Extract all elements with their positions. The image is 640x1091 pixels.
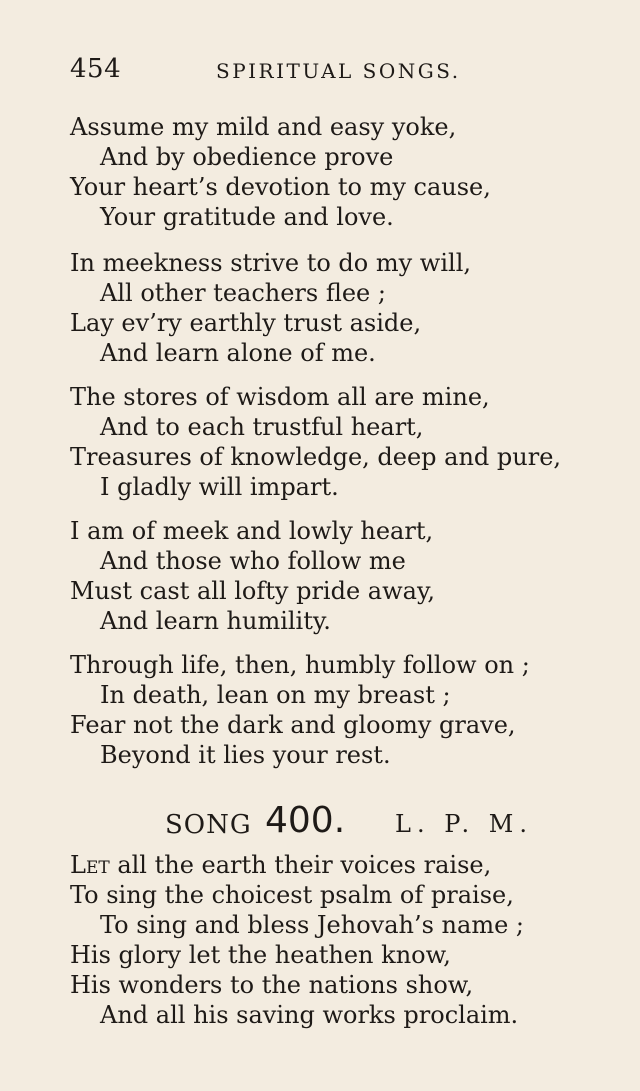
verse-line: Must cast all lofty pride away, <box>70 577 435 605</box>
verse-line: His glory let the heathen know, <box>70 941 451 969</box>
verse-line: The stores of wisdom all are mine, <box>70 383 490 411</box>
stanza-4 <box>70 516 610 636</box>
verse-line: And learn alone of me. <box>100 339 376 367</box>
verse-line: I gladly will impart. <box>100 473 339 501</box>
verse-line: And by obedience prove <box>100 143 394 171</box>
verse-line: In meekness strive to do my will, <box>70 249 472 277</box>
page-header <box>70 54 590 88</box>
verse-line: And all his saving works proclaim. <box>100 1001 519 1029</box>
stanza-1 <box>70 112 610 232</box>
running-title: SPIRITUAL SONGS. <box>216 59 461 83</box>
verse-line: All other teachers flee ; <box>100 279 386 307</box>
stanza-3 <box>70 382 610 502</box>
verse-line: Your gratitude and love. <box>100 203 394 231</box>
verse-line: Lay ev’ry earthly trust aside, <box>70 309 422 337</box>
verse-line: And to each trustful heart, <box>100 413 424 441</box>
song-meter: L. P. M. <box>395 810 533 838</box>
verse-line: Fear not the dark and gloomy grave, <box>70 711 516 739</box>
song-heading <box>165 800 585 844</box>
verse-line <box>70 850 610 880</box>
verse-line: In death, lean on my breast ; <box>100 681 451 709</box>
stanza-5 <box>70 650 610 770</box>
verse-line: I am of meek and lowly heart, <box>70 517 434 545</box>
verse-line: Assume my mild and easy yoke, <box>70 113 457 141</box>
verse-line-rest: all the earth their voices raise, <box>109 851 492 879</box>
stanza-2 <box>70 248 610 368</box>
verse-line: To sing the choicest psalm of praise, <box>70 881 514 909</box>
song-400-stanza <box>70 850 610 1030</box>
verse-line: And those who follow me <box>100 547 406 575</box>
verse-line: To sing and bless Jehovah’s name ; <box>100 911 524 939</box>
verse-line: Through life, then, humbly follow on ; <box>70 651 530 679</box>
verse-line: Your heart’s devotion to my cause, <box>70 173 491 201</box>
song-number: 400. <box>265 800 346 841</box>
page-number: 454 <box>70 54 122 84</box>
verse-line: His wonders to the nations show, <box>70 971 474 999</box>
drop-cap-word: Let <box>70 851 110 879</box>
song-label: SONG <box>165 810 252 840</box>
verse-line: Treasures of knowledge, deep and pure, <box>70 443 562 471</box>
verse-line: And learn humility. <box>100 607 331 635</box>
verse-line: Beyond it lies your rest. <box>100 741 391 769</box>
